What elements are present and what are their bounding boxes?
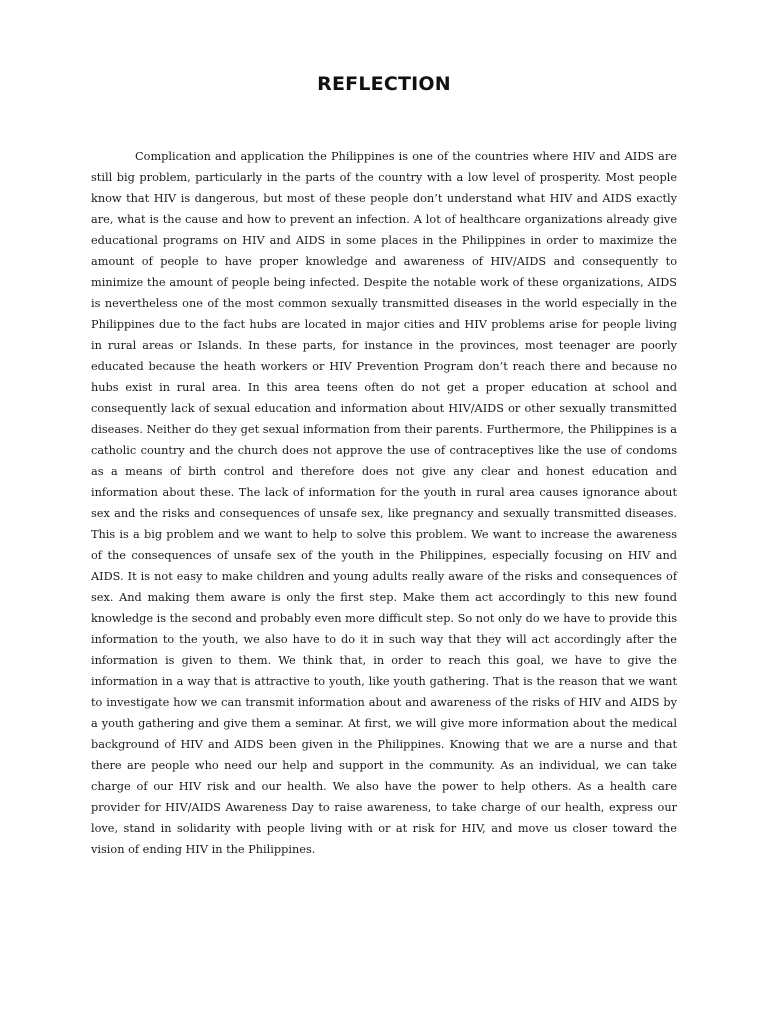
reflection-paragraph: Complication and application the Philippines is one of the countries where HIV and AIDS are still big problem, particularly in the parts of the country with a low level of prosperity. Most people know that HIV is dangerous, but most of these people don’t understand what HIV and AIDS exactly are, what is the cause and how to prevent an infection. A lot of healthcare organizations already give educational programs on HIV and AIDS in some places in the Philippines in order to maximize the amount of people to have proper knowledge and awareness of HIV/AIDS and consequently to minimize the amount of people being infected. Despite the notable work of these organizations, AIDS is nevertheless one of the most common sexually transmitted diseases in the world especially in the Philippines due to the fact hubs are located in major cities and HIV problems arise for people living in rural areas or Islands. In these parts, for instance in the provinces, most teenager are poorly educated because the heath workers or HIV Prevention Program don’t reach there and because no hubs exist in rural area. In this area teens often do not get a proper education at school and consequently lack of sexual education and information about HIV/AIDS or other sexually transmitted diseases. Neither do they get sexual information from their parents. Furthermore, the Philippines is a catholic country and the church does not approve the use of contraceptives like the use of condoms as a means of birth control and therefore does not give any clear and honest education and information about these. The lack of information for the youth in rural area causes ignorance about sex and the risks and consequences of unsafe sex, like pregnancy and sexually transmitted diseases. This is a big problem and we want to help to solve this problem. We want to increase the awareness of the consequences of unsafe sex of the youth in the Philippines, especially focusing on HIV and AIDS. It is not easy to make children and young adults really aware of the risks and consequences of sex. And making them aware is only the first step. Make them act accordingly to this new found knowledge is the second and probably even more difficult step. So not only do we have to provide this information to the youth, we also have to do it in such way that they will act accordingly after the information is given to them. We think that, in order to reach this goal, we have to give the information in a way that is attractive to youth, like youth gathering. That is the reason that we want to investigate how we can transmit information about and awareness of the risks of HIV and AIDS by a youth gathering and give them a seminar. At first, we will give more information about the medical background of HIV and AIDS been given in the Philippines. Knowing that we are a nurse and that there are people who need our help and support in the community. As an individual, we can take charge of our HIV risk and our health. We also have the power to help others. As a health care provider for HIV/AIDS Awareness Day to raise awareness, to take charge of our health, express our love, stand in solidarity with people living with or at risk for HIV, and move us closer toward the vision of ending HIV in the Philippines. — [91, 150, 677, 856]
page-title: REFLECTION — [317, 73, 451, 95]
